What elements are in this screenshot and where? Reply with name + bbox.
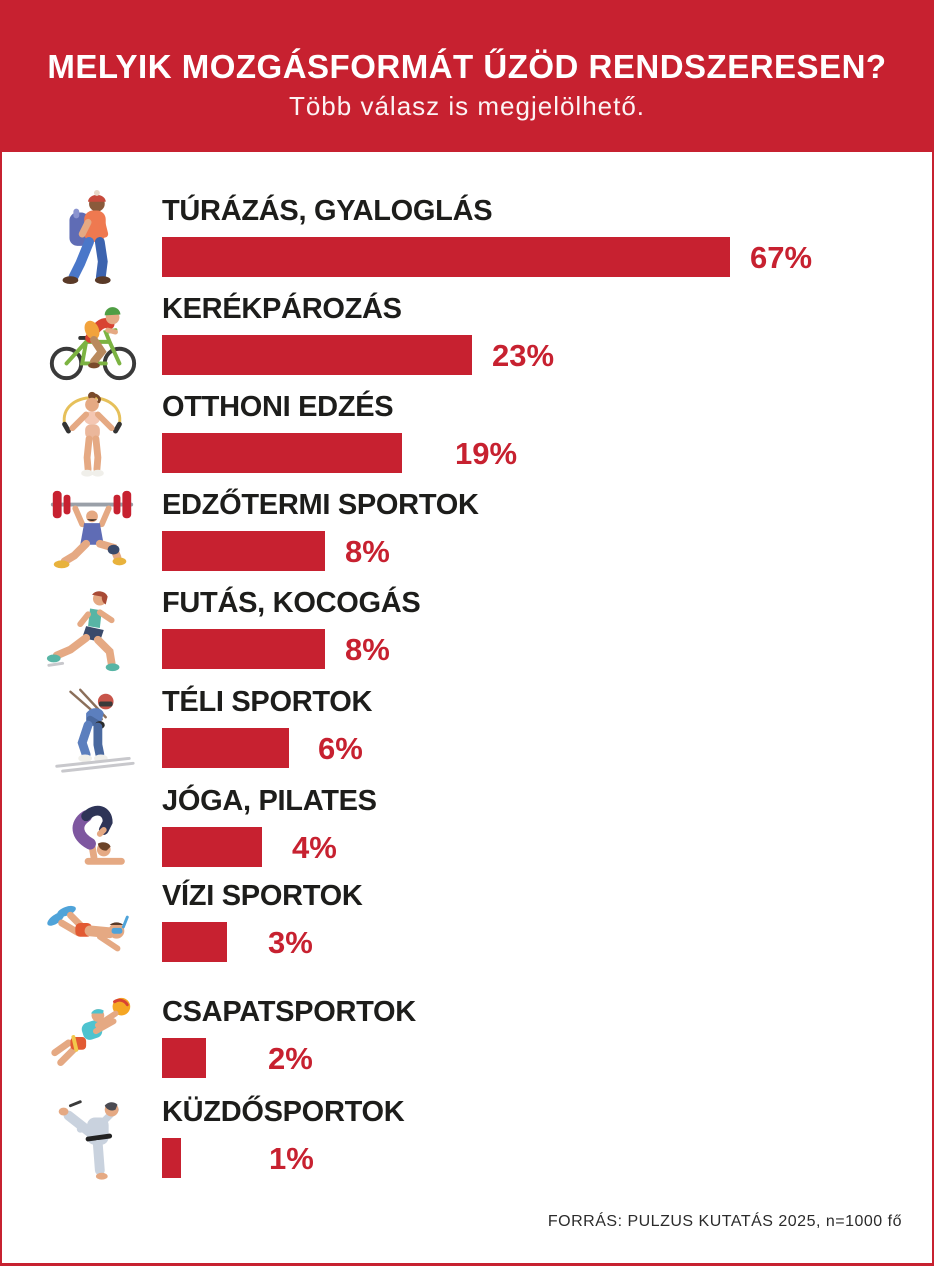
category-label: CSAPATSPORTOK xyxy=(162,996,416,1028)
bar xyxy=(162,1038,206,1078)
bar-chart xyxy=(2,0,932,1263)
cycling-icon xyxy=(32,287,152,385)
page-subtitle: Több válasz is megjelölhető. xyxy=(288,91,646,121)
category-label: EDZŐTERMI SPORTOK xyxy=(162,489,479,521)
value-label: 67% xyxy=(750,240,813,275)
value-label: 1% xyxy=(269,1141,314,1176)
value-label: 4% xyxy=(292,830,337,865)
value-label: 8% xyxy=(345,534,390,569)
value-label: 3% xyxy=(268,925,313,960)
value-label: 8% xyxy=(345,632,390,667)
bar xyxy=(162,827,262,867)
bar xyxy=(162,531,325,571)
bar xyxy=(162,922,227,962)
bar xyxy=(162,335,472,375)
hiking-icon xyxy=(32,189,152,287)
skiing-icon xyxy=(32,680,152,778)
bar xyxy=(162,728,289,768)
category-label: FUTÁS, KOCOGÁS xyxy=(162,587,421,619)
category-label: JÓGA, PILATES xyxy=(162,785,377,817)
bar xyxy=(162,629,325,669)
page-title: MELYIK MOZGÁSFORMÁT ŰZÖD RENDSZERESEN? xyxy=(47,48,887,85)
bar xyxy=(162,237,730,277)
bar xyxy=(162,433,402,473)
yoga-icon xyxy=(32,779,152,877)
weightlifting-icon xyxy=(32,483,152,581)
value-label: 6% xyxy=(318,731,363,766)
value-label: 19% xyxy=(455,436,518,471)
snorkeling-icon xyxy=(32,874,152,972)
bar xyxy=(162,1138,181,1178)
running-icon xyxy=(32,581,152,679)
category-label: VÍZI SPORTOK xyxy=(162,880,363,912)
category-label: KÜZDŐSPORTOK xyxy=(162,1096,405,1128)
category-label: KERÉKPÁROZÁS xyxy=(162,293,402,325)
value-label: 2% xyxy=(268,1041,313,1076)
jump-rope-icon xyxy=(32,385,152,483)
category-label: TÚRÁZÁS, GYALOGLÁS xyxy=(162,195,493,227)
category-label: TÉLI SPORTOK xyxy=(162,686,373,718)
value-label: 23% xyxy=(492,338,555,373)
volleyball-icon xyxy=(32,990,152,1088)
source-note: FORRÁS: PULZUS KUTATÁS 2025, n=1000 fő xyxy=(547,1213,902,1230)
category-label: OTTHONI EDZÉS xyxy=(162,391,394,423)
martial-arts-icon xyxy=(32,1090,152,1188)
